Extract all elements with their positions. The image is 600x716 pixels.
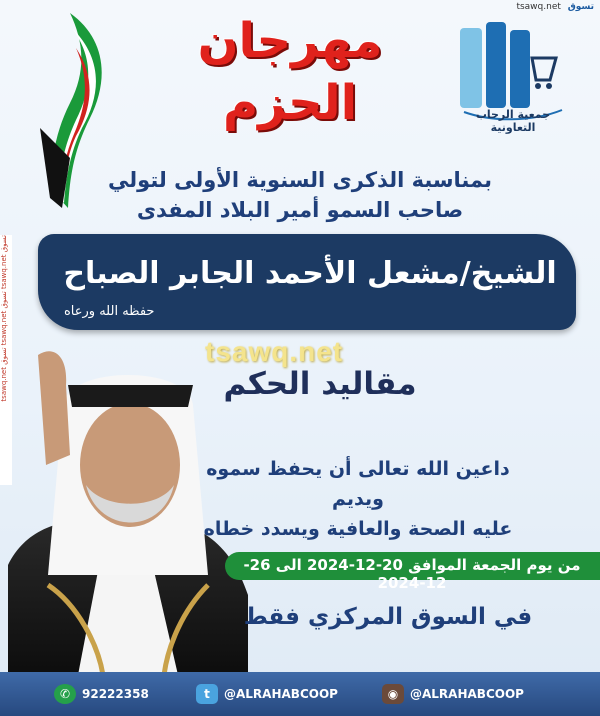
- festival-subtitle: الحزم: [222, 75, 358, 131]
- occasion-text: [75, 165, 525, 225]
- side-strip-text: tsawq.net تسوق tsawq.net تسوق tsawq.net تسوق: [0, 235, 8, 402]
- footer-bar: [0, 672, 600, 716]
- date-text: من يوم الجمعة الموافق 20-12-2024 الى 26-12-2024: [243, 556, 581, 592]
- whatsapp-contact[interactable]: [54, 682, 149, 706]
- location-text: في السوق المركزي فقط: [243, 604, 533, 630]
- twitter-icon: t: [196, 684, 218, 704]
- instagram-handle: @ALRAHABCOOP: [410, 687, 524, 701]
- watermark: tsawq.net: [205, 336, 344, 367]
- name-banner: [38, 234, 576, 330]
- prayer-line-1: داعين الله تعالى أن يحفظ سموه ويديم: [206, 458, 510, 510]
- site-tag-arabic: تسوق: [567, 2, 594, 12]
- whatsapp-icon: ✆: [54, 684, 76, 704]
- instagram-contact[interactable]: [382, 682, 524, 706]
- twitter-handle: @ALRAHABCOOP: [224, 687, 338, 701]
- twitter-contact[interactable]: [196, 682, 338, 706]
- prayer-line-2: عليه الصحة والعافية ويسدد خطاه: [203, 518, 513, 540]
- date-bar: [225, 552, 600, 592]
- site-tag: [516, 2, 594, 12]
- instagram-icon: ◉: [382, 684, 404, 704]
- occasion-line-2: صاحب السمو أمير البلاد المفدى: [136, 198, 464, 222]
- prayer-text: [178, 454, 538, 544]
- occasion-line-1: بمناسبة الذكرى السنوية الأولى لتولي: [108, 168, 492, 192]
- blessing-text: حفظه الله ورعاه: [64, 304, 155, 319]
- festival-title: مهرجان: [197, 13, 383, 69]
- emir-name: الشيخ/مشعل الأحمد الجابر الصباح: [63, 256, 557, 291]
- whatsapp-number: 92222358: [82, 687, 149, 701]
- site-tag-url: tsawq.net: [516, 2, 561, 12]
- logo-name: جمعية الرحاب التعاونية: [475, 108, 551, 134]
- reins-text: مقاليد الحكم: [223, 366, 417, 402]
